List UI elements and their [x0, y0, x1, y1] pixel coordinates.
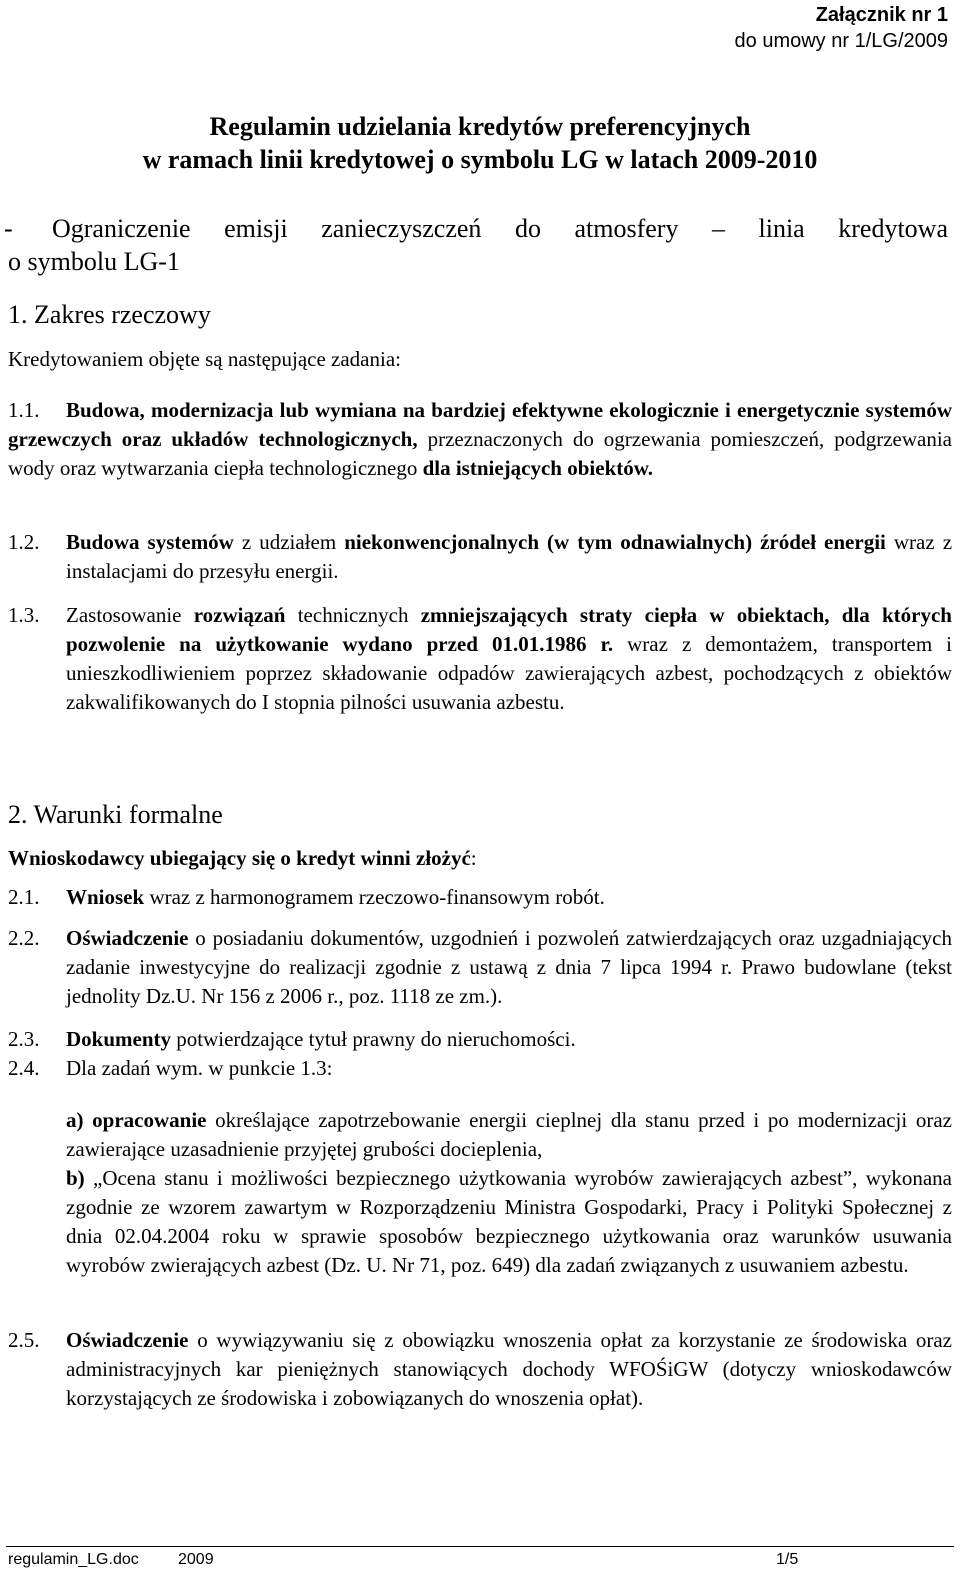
footer-rule	[6, 1546, 954, 1547]
item-1-2-text: Budowa systemów z udziałem niekonwencjonalnych (w tym odnawialnych) źródeł energii wraz z instalacjami do przesyłu energii.	[66, 530, 953, 583]
item-2-4-b: b) „Ocena stanu i możliwości bezpiecznego użytkowania wyrobów zawierających azbest”, wykonana zgodnie ze wzorem zawartym w Rozporządzeniu Ministra Gospodarki, Pracy i Polityki Społecznej z dnia 02.04.2004 roku w sprawie sposobów bezpiecznego użytkowania oraz warunków usuwania wyrobów zwierających azbest (Dz. U. Nr 71, poz. 649) dla zadań związanych z usuwaniem azbestu.	[66, 1166, 952, 1277]
item-1-1-number: 1.1.	[8, 398, 40, 422]
item-2-4-number: 2.4.	[8, 1056, 40, 1080]
item-2-3-number: 2.3.	[8, 1027, 40, 1051]
document-title-line2: w ramach linii kredytowej o symbolu LG w latach 2009-2010	[142, 145, 818, 174]
attachment-label: Załącznik nr 1	[815, 4, 948, 26]
item-2-1-text: Wniosek wraz z harmonogramem rzeczowo-finansowym robót.	[66, 885, 605, 909]
credit-line-dash: -	[4, 214, 13, 243]
item-2-1-number: 2.1.	[8, 885, 40, 909]
footer-year: 2009	[178, 1551, 214, 1568]
agreement-number: do umowy nr 1/LG/2009	[734, 30, 948, 52]
item-1-3-text: Zastosowanie rozwiązań technicznych zmniejszających straty ciepła w obiektach, dla których pozwolenie na użytkowanie wydano przed 01.01.1986 r. wraz z demontażem, transportem i unieszkodliwieniem poprzez składowanie odpadów zawierających azbest, pochodzących z obiektów zakwalifikowanych do I stopnia pilności usuwania azbestu.	[66, 603, 953, 714]
item-1-3-number: 1.3.	[8, 603, 40, 627]
item-2-4-a: a) opracowanie określające zapotrzebowanie energii cieplnej dla stanu przed i po modernizacji oraz zawierające uzasadnienie przyjętej grubości docieplenia,	[66, 1108, 952, 1161]
item-2-2-text: Oświadczenie o posiadaniu dokumentów, uzgodnień i pozwoleń zatwierdzających oraz uzgadniających zadanie inwestycyjne do realizacji zgodnie z ustawą z dnia 7 lipca 1994 r. Prawo budowlane (tekst jednolity Dz.U. Nr 156 z 2006 r., poz. 1118 ze zm.).	[66, 926, 953, 1008]
footer-page-number: 1/5	[776, 1551, 799, 1568]
credit-line-title: Ograniczenie emisji zanieczyszczeń do atmosfery – linia kredytowa	[52, 214, 948, 243]
footer-filename: regulamin_LG.doc	[8, 1551, 139, 1568]
item-2-2-number: 2.2.	[8, 926, 40, 950]
credit-line-symbol: o symbolu LG-1	[8, 247, 180, 276]
section2-intro: Wnioskodawcy ubiegający się o kredyt winni złożyć:	[8, 846, 477, 870]
item-2-4-text: Dla zadań wym. w punkcie 1.3:	[66, 1056, 333, 1080]
section2-heading: 2. Warunki formalne	[8, 800, 223, 829]
section1-intro: Kredytowaniem objęte są następujące zadania:	[8, 347, 401, 371]
item-2-5-number: 2.5.	[8, 1328, 40, 1352]
item-1-1-text: Budowa, modernizacja lub wymiana na bardziej efektywne ekologicznie i energetycznie systemów grzewczych oraz układów technologicznych, przeznaczonych do ogrzewania pomieszczeń, podgrzewania wody oraz wytwarzania ciepła technologicznego dla istniejących obiektów.	[8, 398, 953, 480]
item-2-5-text: Oświadczenie o wywiązywaniu się z obowiązku wnoszenia opłat za korzystanie ze środowiska oraz administracyjnych kar pieniężnych stanowiących dochody WFOŚiGW (dotyczy wnioskodawców korzystających ze środowiska i zobowiązanych do wnoszenia opłat).	[66, 1328, 952, 1410]
document-title-line1: Regulamin udzielania kredytów preferencyjnych	[209, 112, 751, 141]
item-1-2-number: 1.2.	[8, 530, 40, 554]
section1-heading: 1. Zakres rzeczowy	[8, 300, 211, 329]
item-2-3-text: Dokumenty potwierdzające tytuł prawny do nieruchomości.	[66, 1027, 576, 1051]
